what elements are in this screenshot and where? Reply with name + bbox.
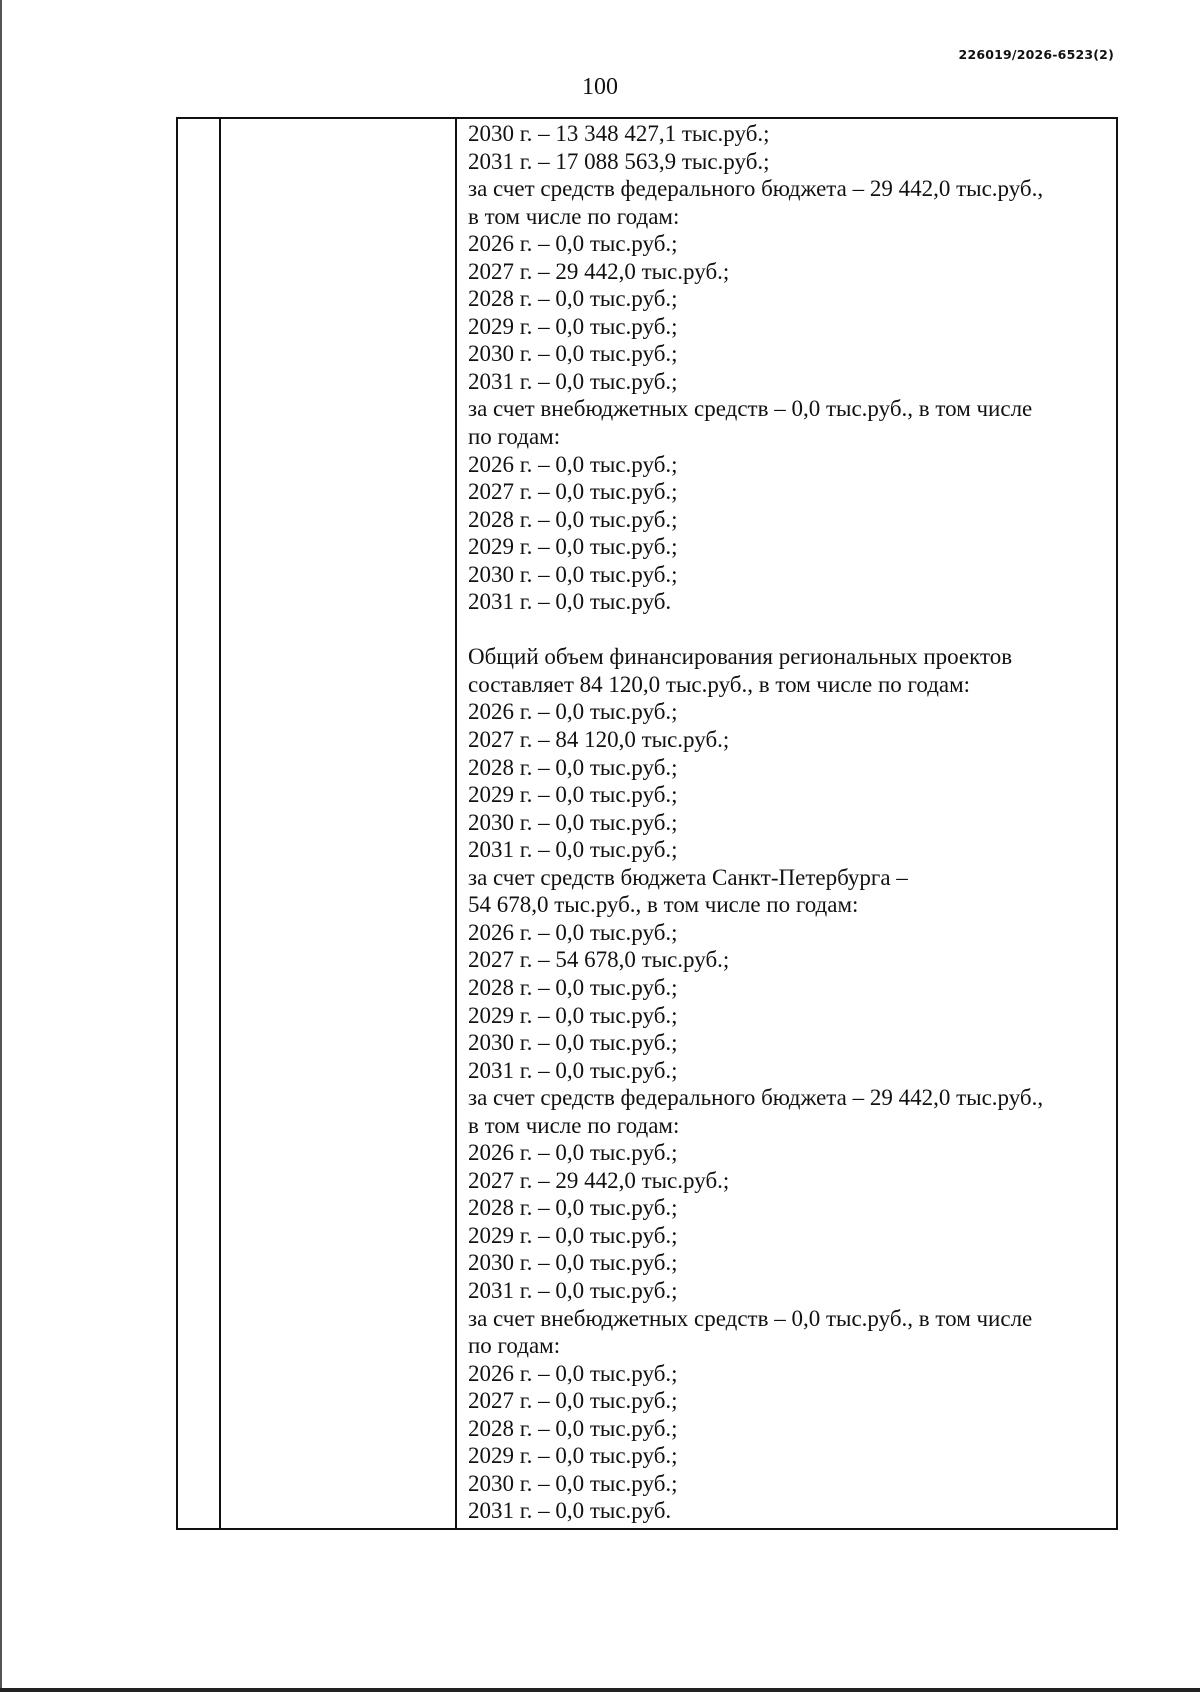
text-line: за счет средств бюджета Санкт-Петербурга – [468, 864, 908, 890]
text-line: за счет средств федерального бюджета – 29 442,0 тыс.руб., [468, 176, 1044, 202]
text-line: 2030 г. – 0,0 тыс.руб.; [468, 561, 678, 587]
text-line: 2028 г. – 0,0 тыс.руб.; [468, 1415, 678, 1441]
text-line: 2030 г. – 0,0 тыс.руб.; [468, 809, 678, 835]
text-line: 2029 г. – 0,0 тыс.руб.; [468, 1002, 678, 1028]
text-line: 2027 г. – 84 120,0 тыс.руб.; [468, 727, 730, 753]
text-line: 2031 г. – 0,0 тыс.руб.; [468, 837, 678, 863]
table-column-divider-2 [455, 119, 457, 1528]
text-line: 2031 г. – 0,0 тыс.руб.; [468, 368, 678, 394]
text-line: Общий объем финансирования региональных проектов [468, 644, 1013, 670]
text-line: 2026 г. – 0,0 тыс.руб.; [468, 451, 678, 477]
text-line: 2028 г. – 0,0 тыс.руб.; [468, 974, 678, 1000]
text-line: 2030 г. – 0,0 тыс.руб.; [468, 1030, 678, 1056]
text-line: 2026 г. – 0,0 тыс.руб.; [468, 1140, 678, 1166]
text-line: 54 678,0 тыс.руб., в том числе по годам: [468, 892, 859, 918]
text-line: 2026 г. – 0,0 тыс.руб.; [468, 699, 678, 725]
text-line: 2027 г. – 29 442,0 тыс.руб.; [468, 258, 730, 284]
text-line: 2026 г. – 0,0 тыс.руб.; [468, 1360, 678, 1386]
text-line: в том числе по годам: [468, 203, 680, 229]
text-line: за счет средств федерального бюджета – 29 442,0 тыс.руб., [468, 1085, 1044, 1111]
text-line: 2031 г. – 0,0 тыс.руб.; [468, 1057, 678, 1083]
text-line: 2030 г. – 0,0 тыс.руб.; [468, 341, 678, 367]
table-column-divider-1 [219, 119, 221, 1528]
text-line: 2027 г. – 0,0 тыс.руб.; [468, 479, 678, 505]
page-number: 100 [582, 74, 618, 100]
text-line: по годам: [468, 1333, 561, 1359]
text-line: 2030 г. – 13 348 427,1 тыс.руб.; [468, 121, 770, 146]
text-line: 2031 г. – 0,0 тыс.руб.; [468, 1277, 678, 1303]
text-line: 2028 г. – 0,0 тыс.руб.; [468, 754, 678, 780]
scan-edge-left [0, 0, 2, 1692]
blank-line [468, 616, 1098, 644]
text-line: 2028 г. – 0,0 тыс.руб.; [468, 1195, 678, 1221]
financing-table [176, 117, 1118, 1530]
text-line: 2029 г. – 0,0 тыс.руб.; [468, 534, 678, 560]
text-line: 2026 г. – 0,0 тыс.руб.; [468, 919, 678, 945]
text-line: в том числе по годам: [468, 1112, 680, 1138]
text-line: 2027 г. – 29 442,0 тыс.руб.; [468, 1167, 730, 1193]
text-line: 2030 г. – 0,0 тыс.руб.; [468, 1470, 678, 1496]
financing-text-cell [468, 120, 1098, 1525]
text-line: 2026 г. – 0,0 тыс.руб.; [468, 231, 678, 257]
text-line: 2030 г. – 0,0 тыс.руб.; [468, 1250, 678, 1276]
scan-edge-bottom [0, 1688, 1200, 1692]
text-line: 2027 г. – 54 678,0 тыс.руб.; [468, 947, 730, 973]
text-line: 2028 г. – 0,0 тыс.руб.; [468, 506, 678, 532]
text-line: 2029 г. – 0,0 тыс.руб.; [468, 782, 678, 808]
text-line: 2031 г. – 17 088 563,9 тыс.руб.; [468, 148, 770, 174]
text-line: за счет внебюджетных средств – 0,0 тыс.руб., в том числе [468, 1305, 1033, 1331]
text-line: 2031 г. – 0,0 тыс.руб. [468, 589, 672, 615]
registration-number: 226019/2026-6523(2) [958, 47, 1114, 62]
text-line: за счет внебюджетных средств – 0,0 тыс.руб., в том числе [468, 396, 1033, 422]
text-line: по годам: [468, 424, 561, 450]
text-line: 2029 г. – 0,0 тыс.руб.; [468, 1222, 678, 1248]
text-line: 2028 г. – 0,0 тыс.руб.; [468, 286, 678, 312]
text-line: 2029 г. – 0,0 тыс.руб.; [468, 1443, 678, 1469]
text-line: составляет 84 120,0 тыс.руб., в том числе по годам: [468, 671, 971, 697]
text-line: 2027 г. – 0,0 тыс.руб.; [468, 1388, 678, 1414]
text-line: 2031 г. – 0,0 тыс.руб. [468, 1498, 672, 1524]
text-line: 2029 г. – 0,0 тыс.руб.; [468, 313, 678, 339]
